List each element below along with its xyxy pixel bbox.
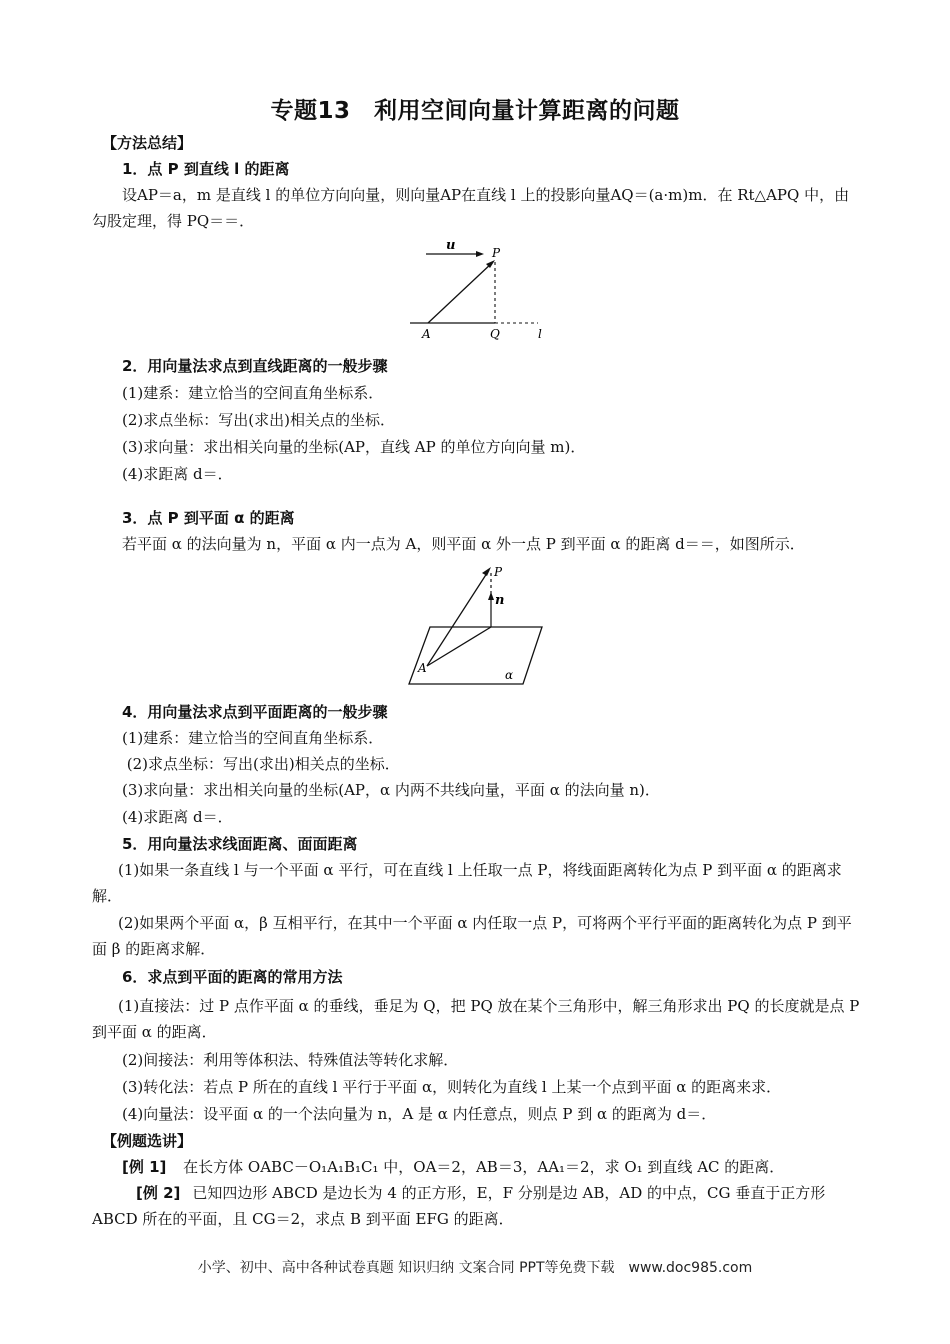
s3-heading: 3．点 P 到平面 α 的距离	[122, 509, 295, 527]
point-to-line-diagram	[400, 232, 560, 344]
method-summary-heading: 【方法总结】	[102, 134, 193, 152]
s4-heading: 4．用向量法求点到平面距离的一般步骤	[122, 703, 388, 721]
label-l: l	[538, 327, 542, 341]
examples-heading: 【例题选讲】	[102, 1132, 193, 1150]
example-2-tag: [例 2]	[136, 1184, 181, 1202]
s6-paragraph-3: (3)转化法：若点 P 所在的直线 l 平行于平面 α，则转化为直线 l 上某一个点到平面 α 的距离来求．	[122, 1078, 782, 1096]
label-q: Q	[490, 327, 500, 341]
label-a: A	[422, 327, 431, 341]
s6-heading: 6．求点到平面的距离的常用方法	[122, 968, 343, 986]
s1-paragraph: 设AP＝a，m 是直线 l 的单位方向向量，则向量AP在直线 l 上的投影向量AQ＝(a·m)m．在 Rt△APQ 中，由勾股定理，得 PQ＝＝．	[92, 186, 850, 230]
example-1-tag: [例 1]	[122, 1158, 167, 1176]
s5-paragraph-1: (1)如果一条直线 l 与一个平面 α 平行，可在直线 l 上任取一点 P，将线面距离转化为点 P 到平面 α 的距离求解．	[92, 861, 842, 905]
s5-heading: 5．用向量法求线面距离、面面距离	[122, 835, 358, 853]
s1-heading: 1．点 P 到直线 l 的距离	[122, 160, 290, 178]
s4-step-4: (4)求距离 d＝．	[122, 808, 233, 826]
vector-ap	[428, 262, 493, 323]
s2-step-1: (1)建系：建立恰当的空间直角坐标系．	[122, 384, 384, 402]
s6-paragraph-4: (4)向量法：设平面 α 的一个法向量为 n，A 是 α 内任意点，则点 P 到 α 的距离为 d＝．	[122, 1105, 717, 1123]
s4-step-1: (1)建系：建立恰当的空间直角坐标系．	[122, 729, 384, 747]
example-2-text: 已知四边形 ABCD 是边长为 4 的正方形，E，F 分别是边 AB，AD 的中点，CG 垂直于正方形 ABCD 所在的平面，且 CG＝2，求点 B 到平面 EFG 的距离．	[92, 1184, 826, 1228]
label-u: u	[446, 238, 456, 253]
point-to-plane-diagram	[405, 562, 550, 690]
label-n: n	[495, 593, 505, 608]
s2-step-4: (4)求距离 d＝．	[122, 465, 233, 483]
s6-paragraph-2: (2)间接法：利用等体积法、特殊值法等转化求解．	[122, 1051, 459, 1069]
s2-step-3: (3)求向量：求出相关向量的坐标(AP，直线 AP 的单位方向向量 m)．	[122, 438, 586, 456]
plane-alpha	[409, 627, 542, 684]
label-p: P	[492, 246, 501, 260]
page-title: 专题13 利用空间向量计算距离的问题	[270, 98, 680, 124]
s2-heading: 2．用向量法求点到直线距离的一般步骤	[122, 357, 388, 375]
label-a: A	[418, 661, 427, 675]
s6-paragraph-1: (1)直接法：过 P 点作平面 α 的垂线，垂足为 Q，把 PQ 放在某个三角形中，解三角形求出 PQ 的长度就是点 P 到平面 α 的距离．	[92, 997, 860, 1041]
s4-step-3: (3)求向量：求出相关向量的坐标(AP，α 内两不共线向量，平面 α 的法向量 n)．	[122, 781, 660, 799]
example-1	[122, 1154, 864, 1180]
footer-banner: 小学、初中、高中各种试卷真题 知识归纳 文案合同 PPT等免费下载 www.doc985.com	[197, 1260, 753, 1276]
example-1-text: 在长方体 OABC－O₁A₁B₁C₁ 中，OA＝2，AB＝3，AA₁＝2，求 O₁ 到直线 AC 的距离．	[183, 1158, 785, 1176]
vector-ap	[427, 570, 489, 666]
label-p: P	[494, 565, 503, 579]
s3-paragraph: 若平面 α 的法向量为 n，平面 α 内一点为 A，则平面 α 外一点 P 到平面 α 的距离 d＝＝，如图所示．	[122, 535, 805, 553]
label-alpha: α	[505, 668, 514, 682]
segment-a-foot	[427, 627, 491, 666]
s4-step-2: (2)求点坐标：写出(求出)相关点的坐标．	[122, 755, 400, 773]
s2-step-2: (2)求点坐标：写出(求出)相关点的坐标．	[122, 411, 395, 429]
s5-paragraph-2: (2)如果两个平面 α，β 互相平行，在其中一个平面 α 内任取一点 P，可将两个平行平面的距离转化为点 P 到平面 β 的距离求解．	[92, 914, 852, 958]
example-2	[92, 1180, 864, 1232]
